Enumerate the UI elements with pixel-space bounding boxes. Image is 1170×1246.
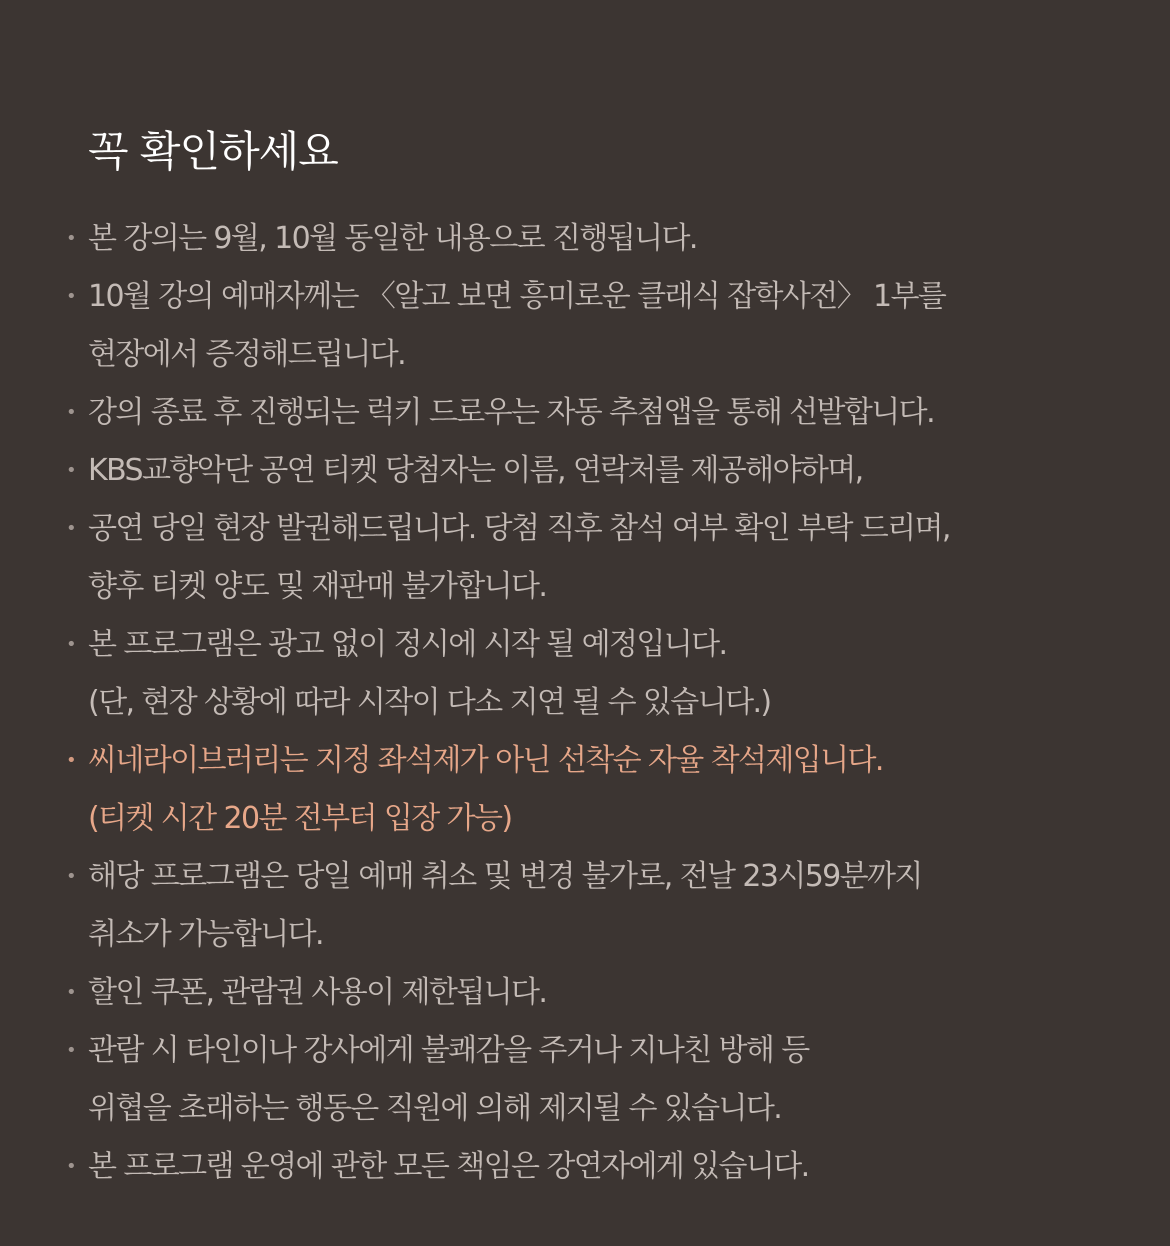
notice-item-responsibility	[66, 1138, 950, 1196]
notice-line: 본 프로그램 운영에 관한 모든 책임은 강연자에게 있습니다.	[88, 1149, 809, 1184]
bullet-icon: •	[66, 402, 76, 423]
notice-line: KBS교향악단 공연 티켓 당첨자는 이름, 연락처를 제공해야하며,	[88, 453, 863, 488]
bullet-icon: •	[66, 228, 76, 249]
bullet-icon: •	[66, 1040, 76, 1061]
notice-item-lucky-draw	[66, 384, 950, 442]
notice-line: 향후 티켓 양도 및 재판매 불가합니다.	[88, 569, 547, 604]
notice-item-start-time	[66, 616, 950, 732]
notice-item-cancellation	[66, 848, 950, 964]
notice-item-conduct	[66, 1022, 950, 1138]
bullet-icon: •	[66, 460, 76, 481]
notice-line: 해당 프로그램은 당일 예매 취소 및 변경 불가로, 전날 23시59분까지	[88, 859, 922, 894]
notice-line: 취소가 가능합니다.	[88, 917, 323, 952]
notice-line: (티켓 시간 20분 전부터 입장 가능)	[88, 801, 512, 836]
notice-line: (단, 현장 상황에 따라 시작이 다소 지연 될 수 있습니다.)	[88, 685, 771, 720]
notice-line: 위협을 초래하는 행동은 직원에 의해 제지될 수 있습니다.	[88, 1091, 782, 1126]
notice-title: 꼭 확인하세요	[88, 127, 338, 176]
bullet-icon: •	[66, 750, 76, 771]
notice-list	[66, 210, 950, 1196]
bullet-icon: •	[66, 1156, 76, 1177]
notice-line: 현장에서 증정해드립니다.	[88, 337, 406, 372]
bullet-icon: •	[66, 286, 76, 307]
bullet-icon: •	[66, 518, 76, 539]
notice-line: 씨네라이브러리는 지정 좌석제가 아닌 선착순 자율 착석제입니다.	[88, 743, 883, 778]
notice-item-coupon-restriction	[66, 964, 950, 1022]
notice-line: 관람 시 타인이나 강사에게 불쾌감을 주거나 지나친 방해 등	[88, 1033, 809, 1068]
notice-item-seating-policy	[66, 732, 950, 848]
bullet-icon: •	[66, 982, 76, 1003]
notice-item-same-content	[66, 210, 950, 268]
notice-line: 10월 강의 예매자께는 〈알고 보면 흥미로운 클래식 잡학사전〉 1부를	[88, 279, 946, 314]
bullet-icon: •	[66, 866, 76, 887]
notice-line: 할인 쿠폰, 관람권 사용이 제한됩니다.	[88, 975, 547, 1010]
notice-line: 강의 종료 후 진행되는 럭키 드로우는 자동 추첨앱을 통해 선발합니다.	[88, 395, 935, 430]
notice-line: 본 강의는 9월, 10월 동일한 내용으로 진행됩니다.	[88, 221, 697, 256]
notice-line: 공연 당일 현장 발권해드립니다. 당첨 직후 참석 여부 확인 부탁 드리며,	[88, 511, 950, 546]
notice-item-winner-contact	[66, 442, 950, 500]
notice-item-book-gift	[66, 268, 950, 384]
bullet-icon: •	[66, 634, 76, 655]
notice-line: 본 프로그램은 광고 없이 정시에 시작 될 예정입니다.	[88, 627, 727, 662]
notice-item-ticket-pickup	[66, 500, 950, 616]
